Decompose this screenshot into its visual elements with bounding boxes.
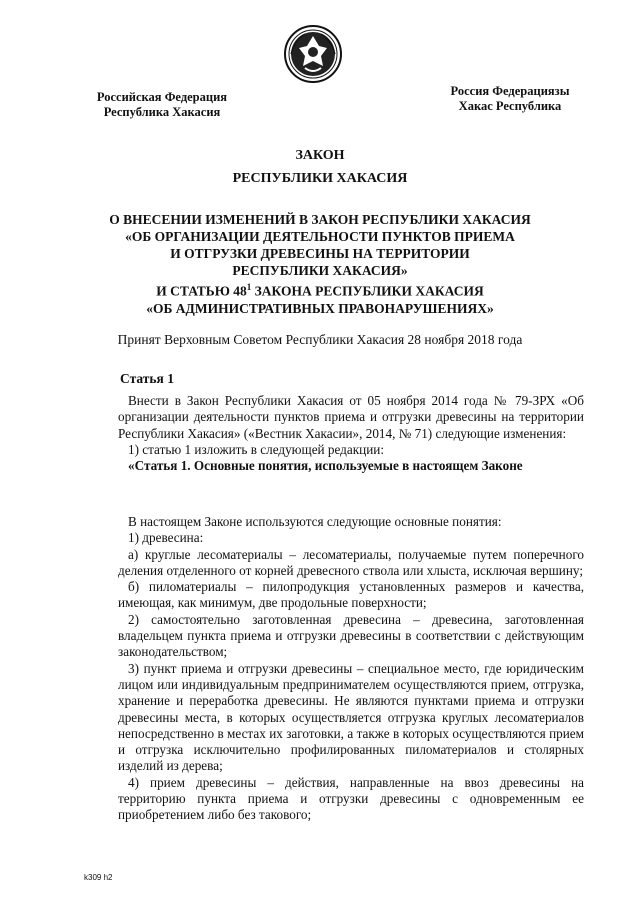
subject-line6: «ОБ АДМИНИСТРАТИВНЫХ ПРАВОНАРУШЕНИЯХ» xyxy=(146,300,494,316)
article-heading: Статья 1 xyxy=(120,371,174,386)
header-left-line2: Республика Хакасия xyxy=(103,105,221,119)
subject-line2: «ОБ ОРГАНИЗАЦИИ ДЕЯТЕЛЬНОСТИ ПУНКТОВ ПРИЕМА xyxy=(125,229,515,244)
header-left xyxy=(72,90,252,120)
subject-line4: РЕСПУБЛИКИ ХАКАСИЯ» xyxy=(232,263,408,278)
definition-2: 2) самостоятельно заготовленная древесина – древесина, заготовленная владельцем пункта приема и отгрузки древесины в соответствии с действующим законодательством; xyxy=(118,611,584,660)
article-item1: 1) статью 1 изложить в следующей редакции: xyxy=(128,441,384,457)
subject-line5-pre: И СТАТЬЮ 48 xyxy=(156,283,247,299)
subject-line3: И ОТГРУЗКИ ДРЕВЕСИНЫ НА ТЕРРИТОРИИ xyxy=(170,246,470,261)
definition-1a: а) круглые лесоматериалы – лесоматериалы, получаемые путем поперечного деления отделенного от корней древесного ствола или хлыста, исключая вершину; xyxy=(118,546,584,578)
subject-line5 xyxy=(90,279,550,300)
coat-of-arms-emblem xyxy=(283,24,343,84)
article-body-part2 xyxy=(118,514,584,824)
header-right-line1: Россия Федерациязы xyxy=(450,84,570,98)
definition-1: 1) древесина: xyxy=(128,530,204,546)
article-body-part1 xyxy=(118,393,584,474)
header-right-line2: Хакас Республика xyxy=(458,99,562,113)
header-right xyxy=(420,84,600,114)
footer-code: k309 h2 xyxy=(84,873,113,882)
article-item1-quote: «Статья 1. Основные понятия, используемые в настоящем Законе xyxy=(128,458,523,474)
definition-1b: б) пиломатериалы – пилопродукция установленных размеров и качества, имеющая, как минимум, две продольные поверхности; xyxy=(118,579,584,611)
definition-4: 4) прием древесины – действия, направленные на ввоз древесины на территорию пункта приема и отгрузки древесины с одновременным ее приобретением либо без такового; xyxy=(118,774,584,823)
subject-line5-sup: 1 xyxy=(246,282,252,292)
law-title-line2: РЕСПУБЛИКИ ХАКАСИЯ xyxy=(232,171,408,186)
law-subject xyxy=(90,211,550,317)
subject-line5-post: ЗАКОНА РЕСПУБЛИКИ ХАКАСИЯ xyxy=(251,283,484,299)
adoption-statement: Принят Верховным Советом Республики Хакасия 28 ноября 2018 года xyxy=(117,332,523,347)
definitions-intro: В настоящем Законе используются следующие основные понятия: xyxy=(128,514,502,529)
article-intro: Внести в Закон Республики Хакасия от 05 ноября 2014 года № 79-ЗРХ «Об организации деятельности пунктов приема и отгрузки древесины на территории Республики Хакасия» («Вестник Хакасии», 2014, № 71) следующие изменения: xyxy=(118,393,584,441)
header-left-line1: Российская Федерация xyxy=(96,90,228,104)
definition-3: 3) пункт приема и отгрузки древесины – специальное место, где юридическим лицом или индивидуальным предпринимателем осуществляются прием, отгрузка, хранение и переработка древесины. Не являются пунктами приема и отгрузки древесины места, в которых осуществляется отгрузка круглых лесоматериалов непосредственно в местах их заготовки, а также в которых осуществляются прием и отгрузка исключительно профилированных пиломатериалов и столярных изделий из дерева; xyxy=(118,660,584,774)
law-title-line1: ЗАКОН xyxy=(295,148,345,163)
subject-line1: О ВНЕСЕНИИ ИЗМЕНЕНИЙ В ЗАКОН РЕСПУБЛИКИ ХАКАСИЯ xyxy=(109,212,531,227)
law-title xyxy=(0,144,640,190)
